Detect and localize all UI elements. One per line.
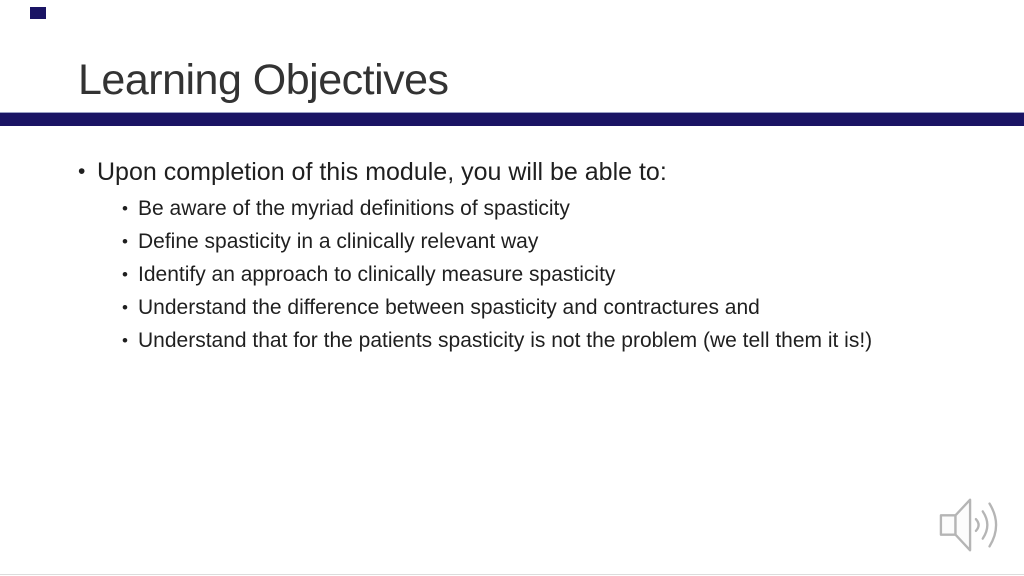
sub-bullet-text: Understand that for the patients spasticity is not the problem (we tell them it is!) (138, 329, 873, 352)
bullet-item-main (78, 157, 978, 187)
corner-accent-mark (30, 7, 46, 19)
sub-bullet-item (122, 196, 978, 222)
page-title: Learning Objectives (78, 56, 449, 104)
bullet-dot-icon: • (122, 199, 128, 218)
sub-bullet-item (122, 328, 978, 354)
audio-speaker-icon[interactable] (938, 496, 1008, 554)
sub-bullet-list (122, 196, 978, 354)
sub-bullet-text: Identify an approach to clinically measure spasticity (138, 263, 616, 286)
bullet-dot-icon: • (122, 298, 128, 317)
bullet-list (78, 157, 978, 361)
speaker-horn-shape (956, 500, 971, 551)
title-accent-bar (0, 112, 1024, 126)
bullet-text-main: Upon completion of this module, you will be able to: (97, 158, 667, 186)
sound-wave-large (990, 504, 997, 547)
bullet-dot-icon: • (122, 331, 128, 350)
bullet-dot-icon: • (78, 160, 86, 183)
sub-bullet-text: Define spasticity in a clinically relevant way (138, 230, 539, 253)
sound-wave-small (976, 519, 979, 531)
bullet-dot-icon: • (122, 265, 128, 284)
sub-bullet-item (122, 262, 978, 288)
sub-bullet-text: Understand the difference between spasticity and contractures and (138, 296, 760, 319)
bottom-edge-line (0, 574, 1024, 575)
bullet-dot-icon: • (122, 232, 128, 251)
sub-bullet-text: Be aware of the myriad definitions of spasticity (138, 197, 570, 220)
sound-wave-medium (983, 511, 988, 538)
sub-bullet-item (122, 295, 978, 321)
sub-bullet-item (122, 229, 978, 255)
speaker-box-shape (941, 515, 956, 534)
